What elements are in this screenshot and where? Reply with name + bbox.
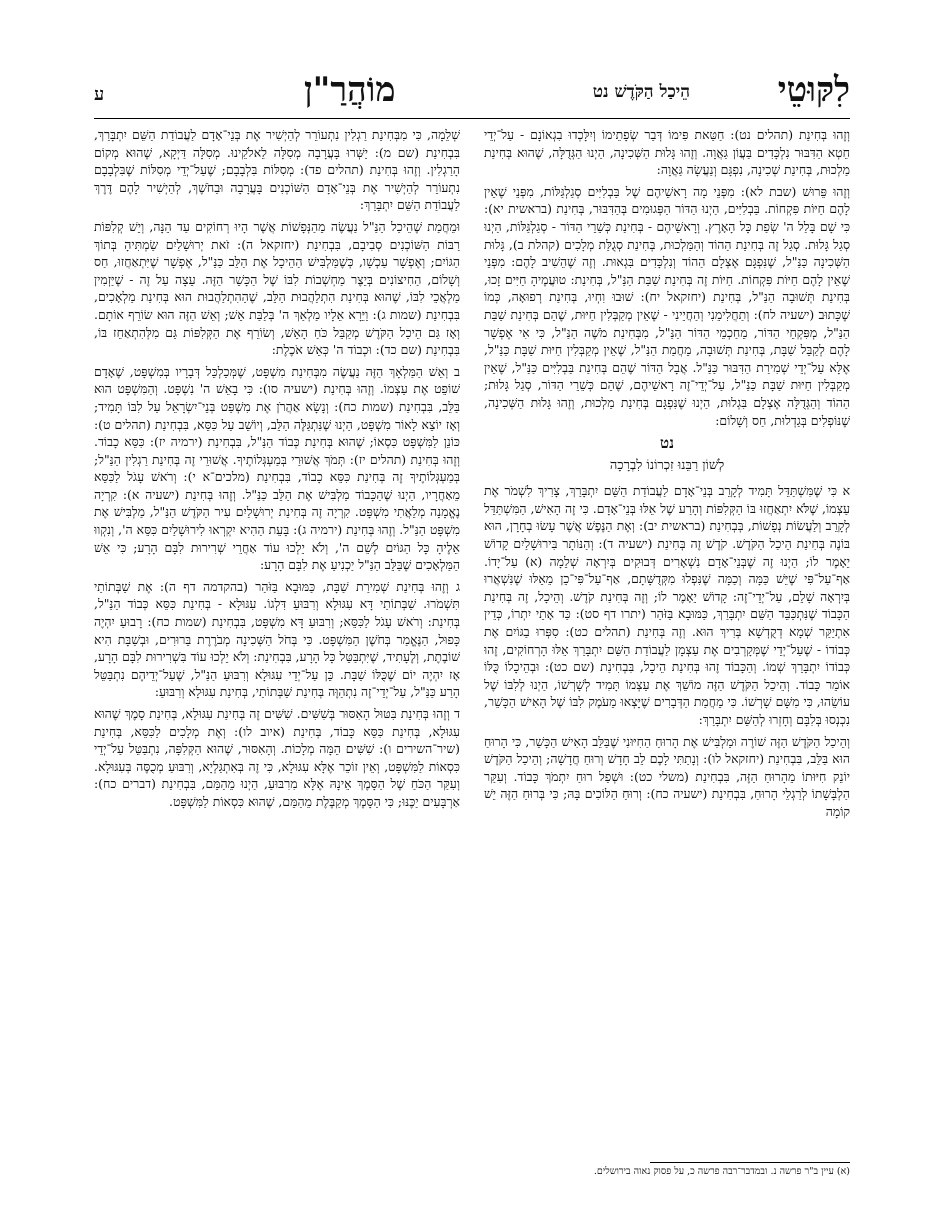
- header-rule: [94, 118, 850, 119]
- paragraph: א כִּי שֶׁמִּשְׁתַּדֵּל תָּמִיד לְקָרֵב בְּנֵי־אָדָם לַעֲבוֹדַת הַשֵּׁם יִתְבָּרַךְ, צָרִיךְ לִשְׁמֹר אֶת עַצְמוֹ, שֶׁלֹּא יִתְאַחֲזוּ בּוֹ הַקְּלִפּוֹת וְהָרַע שֶׁל אֵלּוּ בְּנֵי־אָדָם. כִּי זֶה הָאִישׁ, הַמִּשְׁתַּדֵּל לְקָרֵב וְלַעֲשׂוֹת נְפָשׁוֹת, בְּבְחִינַת (בראשית יב): וְאֶת הַנֶּפֶשׁ אֲשֶׁר עָשׂוּ בְחָרָן, הוּא בּוֹנֶה בְּחִינַת הֵיכַל הַקֹּדֶשׁ. קֹדֶשׁ זֶה בְּחִינַת (ישעיה ד): וְהַנּוֹתָר בִּירוּשָׁלַיִם קָדוֹשׁ יֵאָמֶר לוֹ; הַיְנוּ זֶה שֶׁבְּנֵי־אָדָם נִשְׁאָרִים דְּבוּקִים בְּיִרְאָה שְׁלֵמָה (א) עַל־יָדוֹ. אַף־עַל־פִּי שֶׁיֵּשׁ כַּמָּה וְכַמָּה שֶׁנִּפְלוּ מִקְּדֻשָּׁתָם, אַף־עַל־פִּי־כֵן מֵאֵלּוּ שֶׁנִּשְׁאֲרוּ בְּיִרְאָה שָׁלֵם, עַל־יְדֵי־זֶה: קָדוֹשׁ יֵאָמֶר לוֹ; וְזֶה בְּחִינַת קֹדֶשׁ. וְהֵיכָל, זֶה בְּחִינַת הַכָּבוֹד שֶׁנִּתְכַּבֵּד הַשֵּׁם יִתְבָּרַךְ, כַּמּוּבָא בַּזֹּהַר (יתרו דף סט): כַּד אָתֵי יִתְרוֹ, כְּדֵין אִתְיַקַּר שְׁמָא דְקֻדְשָׁא בְּרִיךְ הוּא. וְזֶה בְּחִינַת (תהלים כט): סִפְּרוּ בַגּוֹיִם אֶת כְּבוֹדוֹ - שֶׁעַל־יְדֵי שֶׁמְּקָרְבִים אֶת עַצְמָן לַעֲבוֹדַת הַשֵּׁם יִתְבָּרַךְ אֵלּוּ הָרְחוֹקִים, זֶהוּ כְּבוֹדוֹ יִתְבָּרַךְ שְׁמוֹ. וְהַכָּבוֹד זֶהוּ בְּחִינַת הֵיכָל, בִּבְחִינַת (שם כט): וּבְהֵיכָלוֹ כֻּלּוֹ אוֹמֵר כָּבוֹד. וְהֵיכַל הַקֹּדֶשׁ הַזֶּה מוֹשֵׁךְ אֶת עַצְמוֹ תָּמִיד לְשָׁרְשׁוֹ, הַיְנוּ לְלִבּוֹ שֶׁל עוֹשֵׂהוּ, כִּי מִשָּׁם שָׁרְשׁוֹ. כִּי מֵחֲמַת הַדְּבָרִים שֶׁיָּצְאוּ מֵעֹמֶק לִבּוֹ שֶׁל הָאִישׁ הַכָּשֵׁר, נִכְנְסוּ בְּלִבָּם וְחָזְרוּ לְהַשֵּׁם יִתְבָּרַךְ:: [484, 483, 850, 727]
- paragraph: וְזֶהוּ פֵּרוּשׁ (שבת לא): מִפְּנֵי מָה רָאשֵׁיהֶם שֶׁל בַּבְלִיִּים סְגַלְגַּלּוֹת, מִפְּנֵי שֶׁאֵין לָהֶם חַיּוֹת פִּקְחוֹת. בַּבְלִיִּים, הַיְנוּ הַדּוֹר הַפְּגוּמִים בְּהַדִּבּוּר, בְּחִינַת (בראשית יא): כִּי שָׁם בָּלַל ה' שְׂפַת כָּל הָאָרֶץ. וְרָאשֵׁיהֶם - בְּחִינַת כְּשֵׁרֵי הַדּוֹר - סְגַלְגַּלּוֹת, הַיְנוּ סְגַל גָּלוּת. סְגַל זֶה בְּחִינַת הַהוֹד וְהַמַּלְכוּת, בְּחִינַת סְגֻלַּת מְלָכִים (קהלת ב), גָּלוּת הַשְּׁכִינָה כַּנַּ"ל, שֶׁנִּפְגָּם אֶצְלָם הַהוֹד וְנִלְכָּדִים בִּגְאוּת. וְזֶה שֶׁהֵשִׁיב לָהֶם: מִפְּנֵי שֶׁאֵין לָהֶם חַיּוֹת פִּקְחוֹת. חַיּוֹת זֶה בְּחִינַת שַׁבַּת הַנַּ"ל, בְּחִינַת: טוּעֲמֶיהָ חַיִּים זָכוּ, בְּחִינַת תְּשׁוּבָה הַנַּ"ל, בְּחִינַת (יחזקאל יח): שׁוּבוּ וִחְיוּ, בְּחִינַת רְפוּאָה, כְּמוֹ שֶׁכָּתוּב (ישעיה לח): וְתַחֲלִימֵנִי וְהַחֲיֵינִי - שֶׁאֵין מְקַבְּלִין חַיּוּת, שֶׁהֵם בְּחִינַת שַׁבַּת הַנַּ"ל, מְפִּקְחֵי הַדּוֹר, מֵחַכְמֵי הַדּוֹר הַנַּ"ל, מִבְּחִינַת מֹשֶׁה הַנַּ"ל, כִּי אִי אֶפְשָׁר לָהֶם לְקַבֵּל שַׁבָּת, בְּחִינַת תְּשׁוּבָה, מֵחֲמַת הַנַּ"ל, שֶׁאֵין מְקַבְּלִין חַיּוּת שַׁבָּת כַּנַּ"ל, אֶלָּא עַל־יְדֵי שְׁמִירַת הַדִּבּוּר כַּנַּ"ל. אֲבָל הַדּוֹר שֶׁהֵם בְּחִינַת בַּבְלִיִּים כַּנַּ"ל, שֶׁאֵין מְקַבְּלִין חַיּוּת שַׁבָּת כַּנַּ"ל, עַל־יְדֵי־זֶה רָאשֵׁיהֶם, שֶׁהֵם כְּשֵׁרֵי הַדּוֹר, סְגַל גָּלוּת; הַהוֹד וְהַגְּדֻלָּה אֶצְלָם בִּגְלוּת, הַיְנוּ שֶׁנִּפְגָּם בְּחִינַת מַלְכוּת, וְזֶהוּ גָּלוּת הַשְּׁכִינָה, שֶׁנּוֹפְלִים בְּגַדְלוּת, חַס וְשָׁלוֹם:: [484, 183, 850, 428]
- paragraph: ב וְאֵשׁ הַמַּלְאָךְ הַזֶּה נַעֲשֶׂה מִבְּחִינַת מִשְׁפָּט, שֶׁמְּכַלְכֵּל דְּבָרָיו בְּמִשְׁפָּט, שֶׁאָדָם שׁוֹפֵט אֶת עַצְמוֹ. וְזֶהוּ בְּחִינַת (ישעיה סו): כִּי בָאֵשׁ ה' נִשְׁפָּט. וְהַמִּשְׁפָּט הוּא בַּלֵּב, בִּבְחִינַת (שמות כח): וְנָשָׂא אַהֲרֹן אֶת מִשְׁפַּט בְּנֵי־יִשְׂרָאֵל עַל לִבּוֹ תָּמִיד; וְאָז יוֹצֵא לָאוֹר מִשְׁפָּט, הַיְנוּ שֶׁנִּתְגַּלֶּה הַלֵּב, וְיוֹשֵׁב עַל כִּסֵּא, בִּבְחִינַת (תהלים ט): כּוֹנֵן לַמִּשְׁפָּט כִּסְאוֹ; שֶׁהוּא בְּחִינַת כְּבוֹד הַנַּ"ל, בִּבְחִינַת (ירמיה יז): כִּסֵּא כָבוֹד. וְזֶהוּ בְּחִינַת (תהלים יז): תְּמֹךְ אֲשׁוּרַי בְּמַעְגְּלוֹתֶיךָ. אֲשׁוּרֵי זֶה בְּחִינַת רַגְלִין הַנַּ"ל; בְּמַעְגְּלוֹתֶיךָ זֶה בְּחִינַת כִּסֵּא כָבוֹד, בִּבְחִינַת (מלכים־א י): וְרֹאשׁ עָגֹל לַכִּסֵּא מֵאַחֲרָיו, הַיְנוּ שֶׁהַכָּבוֹד מַלְבִּישׁ אֶת הַלֵּב כַּנַּ"ל. וְזֶהוּ בְּחִינַת (ישעיה א): קִרְיָה נֶאֱמָנָה מְלֵאֲתִי מִשְׁפָּט. קִרְיָה זֶה בְּחִינַת יְרוּשָׁלַיִם עִיר הַקֹּדֶשׁ הַנַּ"ל, מַלְבִּישׁ אֶת מִשְׁפָּט הַנַּ"ל. וְזֶהוּ בְּחִינַת (ירמיה ג): בָּעֵת הַהִיא יִקְרְאוּ לִירוּשָׁלַיִם כִּסֵּא ה', וְנִקְווּ אֵלֶיהָ כָּל הַגּוֹיִם לְשֵׁם ה', וְלֹא יֵלְכוּ עוֹד אַחֲרֵי שְׁרִירוּת לִבָּם הָרָע; כִּי אֵשׁ הַמַּלְאָכִים שֶׁבַּלֵּב הַנַּ"ל יַכְנִיעַ אֶת לִבָּם הָרָע:: [94, 363, 460, 573]
- right-column: [484, 126, 850, 1156]
- section-label: הֵיכַל הַקֹּדֶשׁ נט: [592, 82, 690, 102]
- book-title-right: לִקּוּטֵי: [777, 70, 850, 110]
- paragraph: שְׁלֵמָה, כִּי מִבְּחִינַת רַגְלִין נִתְעוֹרֵר לְהַיְשִׁיר אֶת בְּנֵי־אָדָם לַעֲבוֹדַת הַשֵּׁם יִתְבָּרַךְ, בִּבְחִינַת (שם מ): יַשְּׁרוּ בָּעֲרָבָה מְסִלָּה לֵאלֹקֵינוּ. מְסִלָּה דַּיְקָא, שֶׁהוּא מְקוֹם הָרַגְלִין. וְזֶהוּ בְּחִינַת (תהלים פד): מְסִלּוֹת בִּלְבָבָם; שֶׁעַל־יְדֵי מְסִלּוֹת שֶׁבִּלְבָבָם נִתְעוֹרֵר לְהַיְשִׁיר אֶת בְּנֵי־אָדָם הַשּׁוֹכְנִים בָּעֲרָבָה וּבַחֹשֶׁךְ, לְהַיְשִׁיר לָהֶם דֶּרֶךְ לַעֲבוֹדַת הַשֵּׁם יִתְבָּרַךְ:: [94, 127, 460, 213]
- page-marker: ע: [94, 84, 105, 105]
- paragraph: וְהֵיכַל הַקֹּדֶשׁ הַזֶּה שׁוֹרֶה וּמַלְבִּישׁ אֶת הָרוּחַ הַחִיּוּנִי שֶׁבַּלֵּב הָאִישׁ הַכָּשֵׁר, כִּי הָרוּחַ הוּא בַּלֵּב, בִּבְחִינַת (יחזקאל לו): וְנָתַתִּי לָכֶם לֵב חָדָשׁ וְרוּחַ חֲדָשָׁה; וְהֵיכַל הַקֹּדֶשׁ יוֹנֵק חִיּוּתוֹ מֵהָרוּחַ הַזֶּה, בִּבְחִינַת (משלי כט): וּשְׁפַל רוּחַ יִתְמֹךְ כָּבוֹד. וְעִקַּר הַלְבָּשָׁתוֹ לְרַגְלֵי הָרוּחַ, בִּבְחִינַת (ישעיה כח): וְרוּחַ הַלּוֹכִים בָּהּ; כִּי בְּרוּחַ הַזֶּה יֵשׁ קוֹמָה: [484, 733, 850, 819]
- paragraph: וְזֶהוּ בְּחִינַת (תהלים נט): חַטַּאת פִּימוֹ דְּבַר שְׂפָתֵימוֹ וְיִלָּכְדוּ בִגְאוֹנָם - עַל־יְדֵי חֵטְא הַדִּבּוּר נִלְכָּדִים בַּעֲוֹן גַּאֲוָה. וְזֶהוּ גָּלוּת הַשְּׁכִינָה, הַיְנוּ הַגְּדֻלָּה, שֶׁהוּא בְּחִינַת מַלְכוּת, בְּחִינַת שְׁכִינָה, נִפְגָּם וְנַעֲשָׂה גַּאֲוָה:: [484, 127, 850, 178]
- page-header: [94, 70, 850, 110]
- book-title-left: מוֹהֲרַ"ן: [304, 70, 396, 110]
- footnote: (א) עיין ב"ר פרשה נ. ובמדבר־רבה פרשה כ, על פסוק נאוה בירושלים.: [593, 1166, 850, 1177]
- paragraph: ג וְזֶהוּ בְּחִינַת שְׁמִירַת שַׁבָּת, כַּמּוּבָא בַּזֹּהַר (בהקדמה דף ה): אֶת שַׁבְּתוֹתַי תִּשְׁמֹרוּ. שַׁבְּתוֹתַי דָּא עִגּוּלָא וְרִבּוּעַ דִּלְגוֹ. עִגּוּלָא - בְּחִינַת כִּסֵּא כְּבוֹד הַנַּ"ל, בְּחִינַת: וְרֹאשׁ עָגֹל לַכִּסֵּא; וְרִבּוּעַ דָּא מִשְׁפָּט, בִּבְחִינַת (שמות כח): רָבוּעַ יִהְיֶה כָּפוּל, הַנֶּאֱמַר בְּחֹשֶׁן הַמִּשְׁפָּט. כִּי בְּחֹל הַשְּׁכִינָה מְבֹרֶרֶת בֵּרוּרִים, וּבְשַׁבָּת הִיא שׁוֹבֶתֶת, וְלֶעָתִיד, שֶׁיִּתְבַּטֵּל כָּל הָרָע, בִּבְחִינַת: וְלֹא יֵלְכוּ עוֹד בִּשְׁרִירוּת לִבָּם הָרָע, אָז יִהְיֶה יוֹם שֶׁכֻּלּוֹ שַׁבָּת. כֵּן עַל־יְדֵי עִגּוּלָא וְרִבּוּעַ הַנַּ"ל, שֶׁעַל־יְדֵיהֶם נִתְבַּטֵּל הָרַע כַּנַּ"ל, עַל־יְדֵי־זֶה נִתְהַוֶּה בְּחִינַת שַׁבְּתוֹתַי, בְּחִינַת עִגּוּלָא וְרִבּוּעַ:: [94, 578, 460, 700]
- paragraph: וּמֵחֲמַת שֶׁהֵיכַל הַנַּ"ל נַעֲשֶׂה מֵהַנְּפָשׁוֹת אֲשֶׁר הָיוּ רְחוֹקִים עַד הֵנָּה, וְיֵשׁ קְלִפּוֹת רַבּוֹת הַשּׁוֹכְנִים סְבִיבָם, בִּבְחִינַת (יחזקאל ה): זֹאת יְרוּשָׁלַיִם שַׂמְתִּיהָ בְּתוֹךְ הַגּוֹיִם; וְאֶפְשָׁר עַכְשָׁו, כְּשֶׁמַּלְבִּישׁ הַהֵיכָל אֶת הַלֵּב כַּנַּ"ל, אֶפְשָׁר שֶׁיִּתְאַחֲזוּ, חַס וְשָׁלוֹם, הַחִיצוֹנִים בְּיֵצֶר מַחְשְׁבוֹת לִבּוֹ שֶׁל הַכָּשֵׁר הַזֶּה. עֵצָה עַל זֶה - שֶׁיַּזְמִין מַלְאֲכֵי לִבּוֹ, שֶׁהוּא בְּחִינַת הִתְלַהֲבוּת הַלֵּב, שֶׁהַהִתְלַהֲבוּת הוּא בְּחִינַת מַלְאָכִים, בִּבְחִינַת (שמות ג): וַיֵּרָא אֵלָיו מַלְאַךְ ה' בְּלַבַּת אֵשׁ; וְאֵשׁ הַזֶּה הוּא שׂוֹרֵף אוֹתָם. וְאָז גַּם הֵיכַל הַקֹּדֶשׁ מְקַבֵּל כֹּחַ הָאֵשׁ, וְשׂוֹרֵף אֶת הַקְּלִפּוֹת גַּם מִלְּהִתְאַחֵז בּוֹ, בִּבְחִינַת (שם כד): וּכְבוֹד ה' כְּאֵשׁ אֹכֶלֶת:: [94, 218, 460, 358]
- paragraph: ד וְזֶהוּ בְּחִינַת בִּטּוּל הָאִסּוּר בְּשִׁשִּׁים. שִׁשִּׁים זֶה בְּחִינַת עִגּוּלָא, בְּחִינַת סָמֶךְ שֶׁהוּא עִגּוּלָא, בְּחִינַת כִּסֵּא כָּבוֹד, בְּחִינַת (איוב לו): וְאֶת מְלָכִים לַכִּסֵּא, בְּחִינַת (שיר־השירים ו): שִׁשִּׁים הֵמָּה מְלָכוֹת. וְהָאִסּוּר, שֶׁהוּא הַקְּלִפָּה, נִתְבַּטֵּל עַל־יְדֵי כִּסְאוֹת לַמִּשְׁפָּט, וְאֵין זוֹכֵר אֶלָּא עִגּוּלָא, כִּי זֶה בְּאִתְגַּלְיָא, וְרִבּוּעַ מְכֻסֶּה בְּעִגּוּלָא. וְעִקַּר הַכֹּחַ שֶׁל הַסָּמֶךְ אֵינָהּ אֶלָּא מִרִבּוּעַ, הַיְנוּ מֵהַמֵּם, בִּבְחִינַת (דברים כח): אַרְבָּעִים יַכֶּנּוּ; כִּי הַסָּמֶךְ מְקַבֶּלֶת מֵהַמֵּם, שֶׁהוּא כִּסְאוֹת לַמִּשְׁפָּט.: [94, 706, 460, 809]
- footnote-rule: [650, 1162, 850, 1163]
- section-subtitle: לְשׁוֹן רַבֵּנוּ זִכְרוֹנוֹ לִבְרָכָה: [609, 457, 725, 473]
- section-number: נט: [660, 434, 674, 453]
- left-column: [94, 126, 460, 1156]
